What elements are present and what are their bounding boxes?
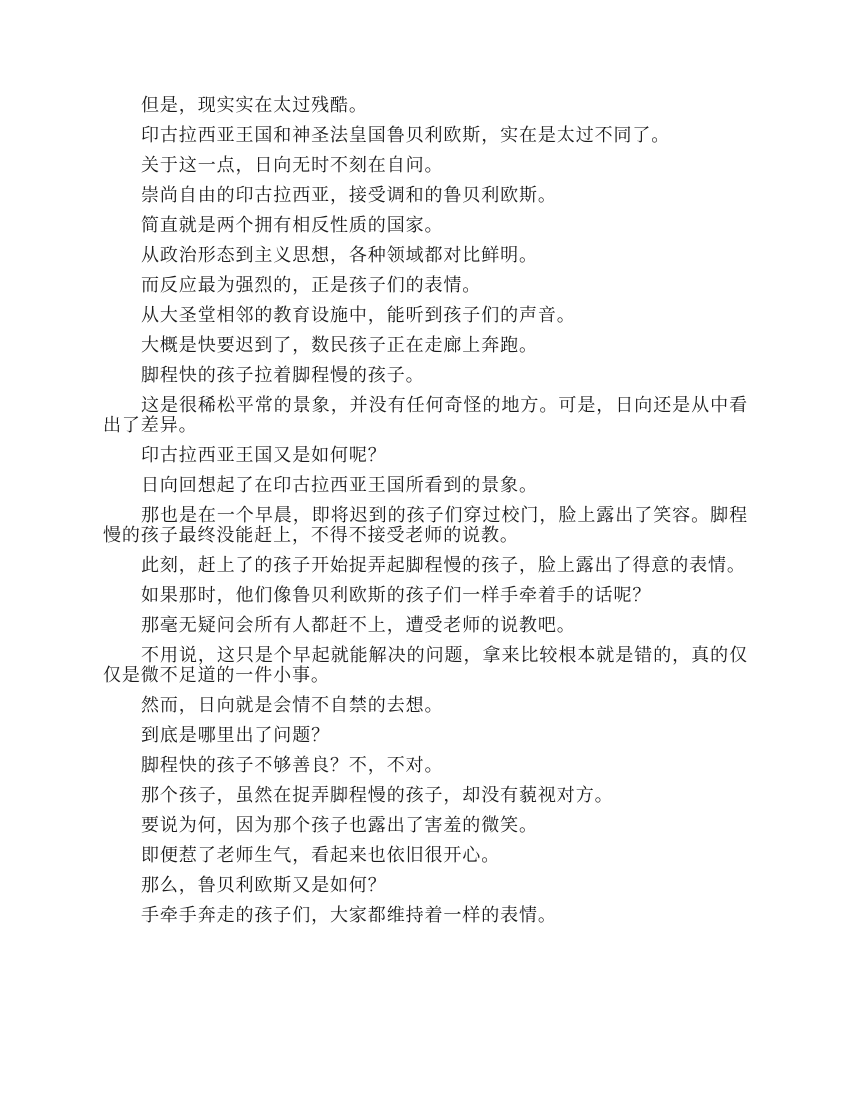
- paragraph: 脚程快的孩子拉着脚程慢的孩子。: [141, 365, 425, 386]
- paragraph: 到底是哪里出了问题？: [141, 725, 330, 746]
- paragraph: 手牵手奔走的孩子们，大家都维持着一样的表情。: [141, 905, 557, 926]
- paragraph: 此刻，赶上了的孩子开始捉弄起脚程慢的孩子，脸上露出了得意的表情。: [141, 555, 746, 576]
- paragraph: 而反应最为强烈的，正是孩子们的表情。: [141, 275, 482, 296]
- paragraph: 不用说，这只是个早起就能解决的问题，拿来比较根本就是错的，真的仅仅是微不足道的一件小事。: [103, 645, 748, 686]
- paragraph: 要说为何，因为那个孩子也露出了害羞的微笑。: [141, 815, 538, 836]
- paragraph: 大概是快要迟到了，数民孩子正在走廊上奔跑。: [141, 335, 538, 356]
- paragraph: 然而，日向就是会情不自禁的去想。: [141, 695, 444, 716]
- paragraph: 如果那时，他们像鲁贝利欧斯的孩子们一样手牵着手的话呢？: [141, 585, 652, 606]
- paragraph: 从大圣堂相邻的教育设施中，能听到孩子们的声音。: [141, 305, 576, 326]
- paragraph: 那毫无疑问会所有人都赶不上，遭受老师的说教吧。: [141, 615, 576, 636]
- paragraph: 印古拉西亚王国和神圣法皇国鲁贝利欧斯，实在是太过不同了。: [141, 125, 671, 146]
- document-body: [103, 96, 748, 936]
- paragraph: 即便惹了老师生气，看起来也依旧很开心。: [141, 845, 501, 866]
- paragraph: 印古拉西亚王国又是如何呢？: [141, 445, 387, 466]
- paragraph: 关于这一点，日向无时不刻在自问。: [141, 155, 444, 176]
- paragraph: 从政治形态到主义思想，各种领域都对比鲜明。: [141, 245, 538, 266]
- paragraph: 那么，鲁贝利欧斯又是如何？: [141, 875, 387, 896]
- paragraph: 这是很稀松平常的景象，并没有任何奇怪的地方。可是，日向还是从中看出了差异。: [103, 395, 748, 436]
- paragraph: 崇尚自由的印古拉西亚，接受调和的鲁贝利欧斯。: [141, 185, 557, 206]
- paragraph: 那个孩子，虽然在捉弄脚程慢的孩子，却没有藐视对方。: [141, 785, 614, 806]
- paragraph: 那也是在一个早晨，即将迟到的孩子们穿过校门，脸上露出了笑容。脚程慢的孩子最终没能赶上，不得不接受老师的说教。: [103, 505, 748, 546]
- paragraph: 简直就是两个拥有相反性质的国家。: [141, 215, 444, 236]
- paragraph: 脚程快的孩子不够善良？不，不对。: [141, 755, 444, 776]
- paragraph: 日向回想起了在印古拉西亚王国所看到的景象。: [141, 475, 538, 496]
- paragraph: 但是，现实实在太过残酷。: [141, 95, 368, 116]
